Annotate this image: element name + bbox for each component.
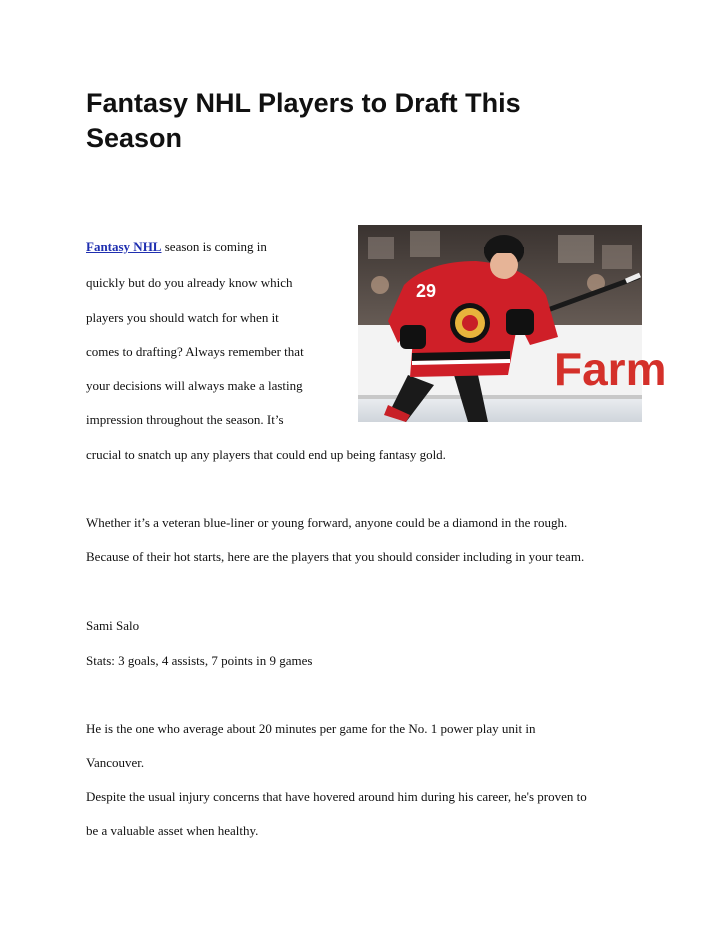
intro-line-1 xyxy=(86,238,267,256)
player-name: Sami Salo xyxy=(86,618,140,633)
intro-line-7: crucial to snatch up any players that could end up being fantasy gold. xyxy=(86,447,446,462)
player-desc-line-4: be a valuable asset when healthy. xyxy=(86,823,259,838)
player-desc-line-2: Vancouver. xyxy=(86,755,145,770)
intro-line-1-text: season is coming in xyxy=(161,239,267,254)
article-title: Fantasy NHL Players to Draft This Season xyxy=(86,88,521,153)
intro-line-3: players you should watch for when it xyxy=(86,310,279,325)
para2-line-2: Because of their hot starts, here are the players that you should consider including in your team. xyxy=(86,549,585,564)
intro-line-4: comes to drafting? Always remember that xyxy=(86,344,304,359)
para2-line-1: Whether it’s a veteran blue-liner or young forward, anyone could be a diamond in the rough. xyxy=(86,515,568,530)
intro-line-6: impression throughout the season. It’s xyxy=(86,412,284,427)
board-ad-text: Farm xyxy=(554,343,667,395)
hockey-player-photo xyxy=(358,225,667,422)
player-stats: Stats: 3 goals, 4 assists, 7 points in 9 games xyxy=(86,653,313,668)
player-desc-line-1: He is the one who average about 20 minutes per game for the No. 1 power play unit in xyxy=(86,721,536,736)
intro-line-2: quickly but do you already know which xyxy=(86,275,293,290)
fantasy-nhl-link[interactable]: Fantasy NHL xyxy=(86,239,162,254)
intro-line-5: your decisions will always make a lasting xyxy=(86,378,303,393)
jersey-number: 29 xyxy=(416,281,437,301)
player-desc-line-3: Despite the usual injury concerns that have hovered around him during his career, he's proven to xyxy=(86,789,587,804)
